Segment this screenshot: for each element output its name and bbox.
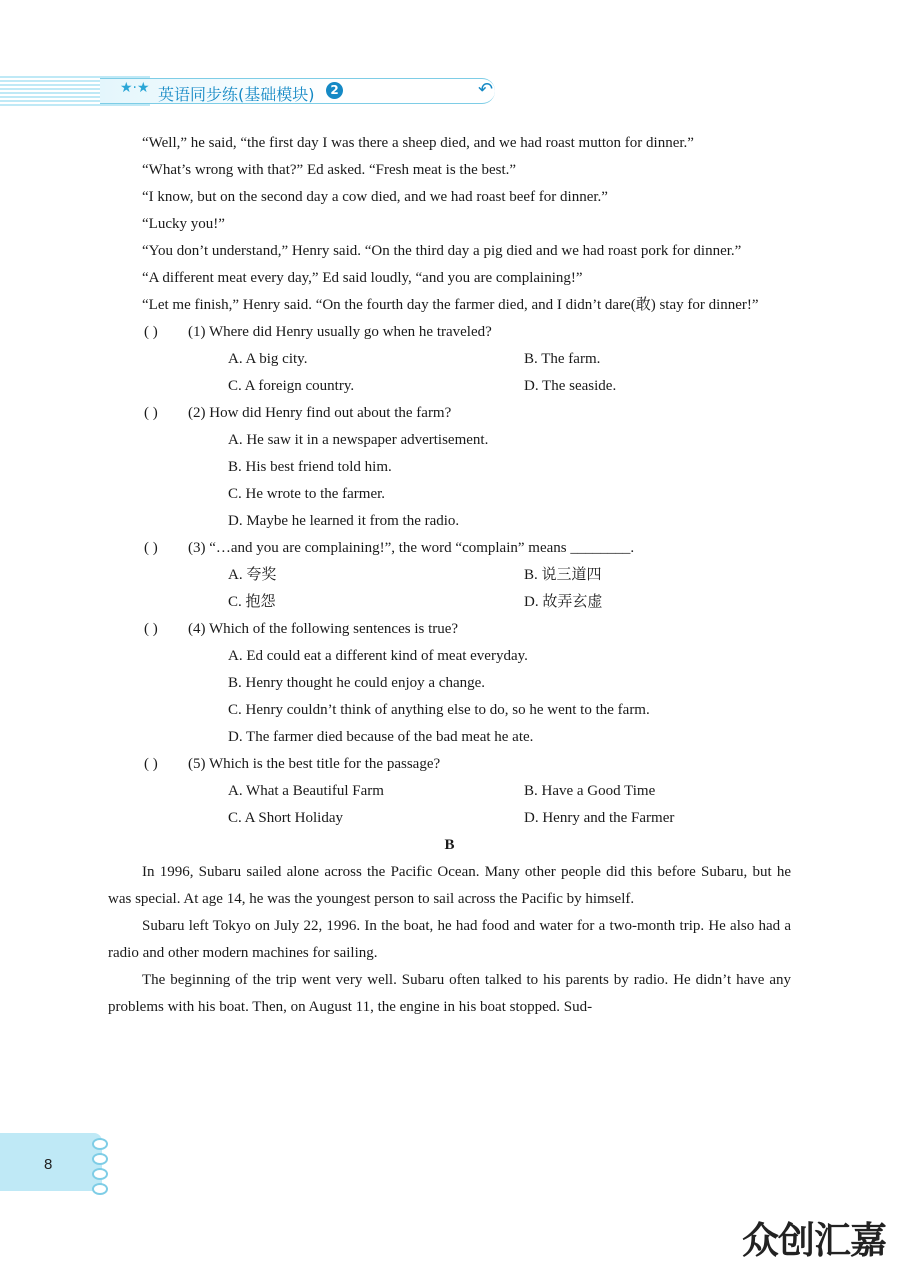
option-b: B. Have a Good Time [524,783,656,799]
option-row [108,427,791,454]
question-text: (3) “…and you are complaining!”, the word “complain” means ________. [188,540,635,556]
question-text: (4) Which of the following sentences is true? [188,621,459,637]
passage-a-paragraph: “A different meat every day,” Ed said loudly, “and you are complaining!” [142,270,583,286]
swirl-icon: ↶ [478,79,494,100]
answer-blank[interactable]: ( ) [144,621,158,637]
option-row [108,508,791,535]
option-row [108,481,791,508]
option-a: A. He saw it in a newspaper advertisement. [228,432,489,448]
answer-blank[interactable]: ( ) [144,324,158,340]
option-d: D. The farmer died because of the bad meat he ate. [228,729,534,745]
option-a: A. What a Beautiful Farm [228,783,384,799]
question-1 [108,319,791,346]
passage-a-paragraph: “Let me finish,” Henry said. “On the fourth day the farmer died, and I didn’t dare(敢) stay for dinner!” [142,297,759,313]
option-d: D. 故弄玄虚 [524,594,603,610]
option-row [108,724,791,751]
option-a: A. A big city. [228,351,308,367]
passage-a-paragraph: “Well,” he said, “the first day I was there a sheep died, and we had roast mutton for dinner.” [142,135,694,151]
page-number: 8 [44,1156,53,1173]
page-header [0,70,520,110]
passage-b-paragraph: In 1996, Subaru sailed alone across the Pacific Ocean. Many other people did this before Subaru, but he was special. At age 14, he was the youngest person to sail across the Pacific by himself. [108,864,791,907]
option-c: C. A foreign country. [228,378,355,394]
section-b-title: B [444,837,455,853]
option-d: D. The seaside. [524,378,617,394]
option-row [108,805,791,832]
option-c: C. 抱怨 [228,594,276,610]
option-a: A. 夸奖 [228,567,277,583]
question-2 [108,400,791,427]
question-text: (1) Where did Henry usually go when he traveled? [188,324,492,340]
book-title: 英语同步练(基础模块) [158,85,315,104]
passage-a-paragraph: “I know, but on the second day a cow died, and we had roast beef for dinner.” [142,189,608,205]
option-row [108,697,791,724]
passage-a-paragraph: “Lucky you!” [142,216,225,232]
stars-icon: ★·★ [120,80,150,96]
option-c: C. He wrote to the farmer. [228,486,386,502]
answer-blank[interactable]: ( ) [144,756,158,772]
option-b: B. 说三道四 [524,567,602,583]
option-c: C. Henry couldn’t think of anything else to do, so he went to the farm. [228,702,650,718]
option-d: D. Maybe he learned it from the radio. [228,513,460,529]
option-c: C. A Short Holiday [228,810,344,826]
option-row [108,643,791,670]
option-row [108,670,791,697]
question-5 [108,751,791,778]
option-row [108,589,791,616]
option-b: B. Henry thought he could enjoy a change. [228,675,486,691]
passage-a-paragraph: “What’s wrong with that?” Ed asked. “Fresh meat is the best.” [142,162,517,178]
question-text: (5) Which is the best title for the passage? [188,756,441,772]
page-content [108,130,791,1021]
passage-b-paragraph: The beginning of the trip went very well. Subaru often talked to his parents by radio. He didn’t have any problems with his boat. Then, on August 11, the engine in his boat stopped. Sud- [108,972,791,1015]
option-row [108,562,791,589]
answer-blank[interactable]: ( ) [144,540,158,556]
option-d: D. Henry and the Farmer [524,810,675,826]
passage-a-paragraph: “You don’t understand,” Henry said. “On the third day a pig died and we had roast pork for dinner.” [142,243,742,259]
option-b: B. His best friend told him. [228,459,392,475]
option-b: B. The farm. [524,351,601,367]
option-row [108,373,791,400]
option-row [108,346,791,373]
option-a: A. Ed could eat a different kind of meat everyday. [228,648,528,664]
question-4 [108,616,791,643]
option-row [108,778,791,805]
passage-b-paragraph: Subaru left Tokyo on July 22, 1996. In the boat, he had food and water for a two-month trip. He also had a radio and other modern machines for sailing. [108,918,791,961]
answer-blank[interactable]: ( ) [144,405,158,421]
decorative-rings-icon [92,1138,108,1198]
question-text: (2) How did Henry find out about the farm? [188,405,452,421]
option-row [108,454,791,481]
question-3 [108,535,791,562]
watermark-logo: 众创汇嘉 [742,1219,886,1262]
volume-badge: 2 [326,82,343,99]
